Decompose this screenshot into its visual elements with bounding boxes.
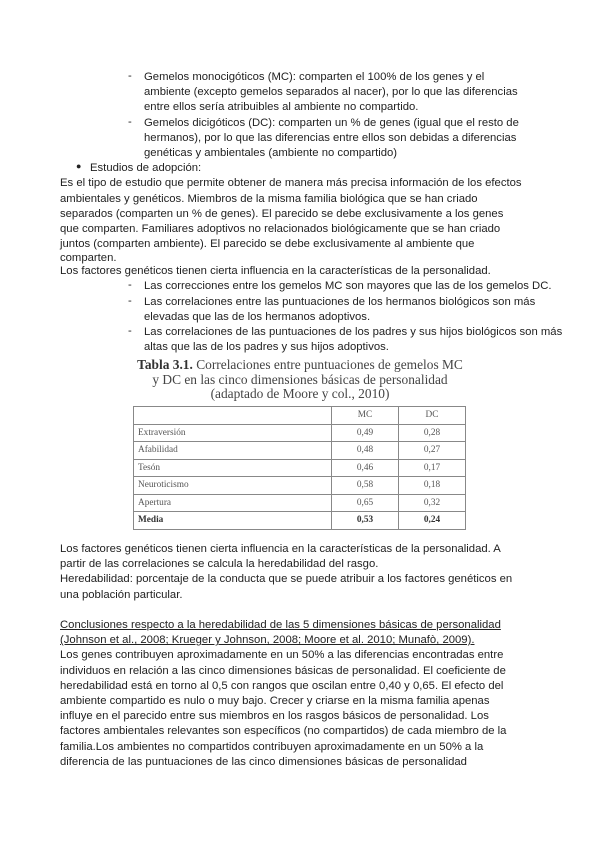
table-cell: 0,53 (332, 512, 399, 530)
dash-bullet: - (128, 279, 132, 292)
table-cell: Extraversión (134, 424, 332, 442)
table-header-row (134, 407, 466, 425)
table-cell: Afabilidad (134, 442, 332, 460)
table-header-cell: DC (399, 407, 466, 425)
dash-bullet: - (128, 115, 132, 128)
table-cell: 0,46 (332, 459, 399, 477)
table-caption-label: Tabla 3.1. (137, 357, 193, 372)
table-cell: 0,58 (332, 477, 399, 495)
table-cell: 0,48 (332, 442, 399, 460)
table-cell: Media (134, 512, 332, 530)
table-row (134, 494, 466, 512)
table-row (134, 424, 466, 442)
text-line: una población particular. (60, 588, 183, 601)
table-cell: Apertura (134, 494, 332, 512)
twin-list (60, 70, 563, 355)
table-row-mean (134, 512, 466, 530)
text-line: Las correlaciones de las puntuaciones de los padres y sus hijos biológicos son más (144, 326, 563, 338)
dash-bullet: - (128, 294, 132, 307)
bullet-adoption (60, 161, 550, 176)
text-line: elevadas que las de los hermanos adoptivos. (144, 310, 371, 323)
text-line: individuos en relación a las cinco dimensiones básicas de personalidad. El coeficiente de (60, 664, 506, 677)
text-line: partir de las correlaciones se calcula la heredabilidad del rasgo. (60, 558, 379, 571)
text-line: Gemelos monocigóticos (MC): comparten el 100% de los genes y el (144, 71, 485, 83)
conclusions-heading: Conclusiones respecto a la heredabilidad de las 5 dimensiones básicas de personalidad (60, 619, 501, 631)
text-line: altas que las de los padres y sus hijos adoptivos. (144, 341, 389, 354)
text-line: genéticas y ambientales (ambiente no compartido) (144, 146, 398, 159)
table-header-cell (134, 407, 332, 425)
text-line: Heredabilidad: porcentaje de la conducta que se puede atribuir a los factores genéticos en (60, 573, 513, 586)
factors-item (60, 325, 563, 355)
conclusions-heading: (Johnson et al., 2008; Krueger y Johnson, 2008; Moore et al. 2010; Munafò, 2009). (60, 634, 475, 647)
dash-bullet: - (128, 70, 132, 82)
text-line: Los genes contribuyen aproximadamente en un 50% a las diferencias encontradas entre (60, 649, 504, 662)
text-line: Las correcciones entre los gemelos MC son mayores que las de los gemelos DC. (144, 280, 552, 293)
table-row (134, 442, 466, 460)
text-line: Es el tipo de estudio que permite obtener de manera más precisa información de los efectos (60, 177, 522, 190)
text-line: hermanos), por lo que las diferencias entre ellos son debidas a diferencias (144, 131, 517, 144)
text-line: ambiente compartido es nulo o muy bajo. Crecer y criarse en la misma familia apenas (60, 694, 490, 707)
table-cell: 0,49 (332, 424, 399, 442)
text-line: Los factores genéticos tienen cierta influencia en la características de la personalidad. A (60, 543, 501, 555)
text-line: heredabilidad está en torno al 0,5 con rangos que oscilan entre 0,40 y 0,65. El efecto del (60, 679, 504, 692)
text-line: entre ellos sería atribuibles al ambiente no compartido. (144, 101, 419, 114)
table-cell: 0,24 (399, 512, 466, 530)
conclusions-section (60, 618, 550, 770)
table-cell: 0,27 (399, 442, 466, 460)
table-cell: 0,65 (332, 494, 399, 512)
table-cell: 0,28 (399, 424, 466, 442)
factors-item (60, 279, 550, 294)
table-row (134, 477, 466, 495)
text-line: juntos (comparten ambiente). El parecido se debe exclusivamente al ambiente que (60, 238, 475, 251)
factors-intro: Los factores genéticos tienen cierta influencia en la características de la personalidad. (60, 265, 491, 278)
table-cell: 0,17 (399, 459, 466, 477)
text-line: diferencia de las puntuaciones de las cinco dimensiones básicas de personalidad (60, 755, 467, 768)
text-line: ambientales y genéticos. Miembros de la misma familia biológica que se han criado (60, 192, 478, 205)
table-caption (100, 358, 500, 402)
text-line: Estudios de adopción: (90, 162, 202, 175)
dash-bullet: - (128, 325, 132, 337)
table-cell: Tesón (134, 459, 332, 477)
table-header-cell: MC (332, 407, 399, 425)
table-cell: Neuroticismo (134, 477, 332, 495)
text-line: que comparten. Familiares adoptivos no relacionados biológicamente que se han criado (60, 222, 501, 235)
text-line: influye en el parecido entre sus miembros en los rasgos básicos de personalidad. Los (60, 710, 489, 723)
table-cell: 0,32 (399, 494, 466, 512)
heritability-paragraph (60, 542, 550, 603)
text-line: Las correlaciones entre las puntuaciones de los hermanos biológicos son más (144, 295, 536, 308)
text-line: comparten. (60, 252, 117, 265)
bullet-dot-icon: ● (76, 161, 82, 172)
twin-item-mc (60, 70, 550, 116)
text-line: Gemelos dicigóticos (DC): comparten un % de genes (igual que el resto de (144, 116, 519, 129)
adoption-paragraph (60, 176, 550, 264)
text-line: familia.Los ambientes no compartidos contribuyen aproximadamente en un 50% a la (60, 740, 484, 753)
text-line: factores ambientales relevantes son específicos (no compartidos) de cada miembro de la (60, 725, 507, 738)
text-line: y DC en las cinco dimensiones básicas de personalidad (152, 371, 448, 387)
factors-item (60, 295, 550, 325)
text-line: separados (comparten un % de genes). El parecido se debe exclusivamente a los genes (60, 207, 504, 220)
correlation-table (133, 406, 466, 530)
text-line: (adaptado de Moore y col., 2010) (210, 386, 390, 401)
twin-item-dc (60, 116, 550, 162)
table-cell: 0,18 (399, 477, 466, 495)
text-line: ambiente (excepto gemelos separados al nacer), por lo que las diferencias (144, 86, 518, 99)
text-line: Correlaciones entre puntuaciones de gemelos MC (196, 357, 463, 372)
table-row (134, 459, 466, 477)
